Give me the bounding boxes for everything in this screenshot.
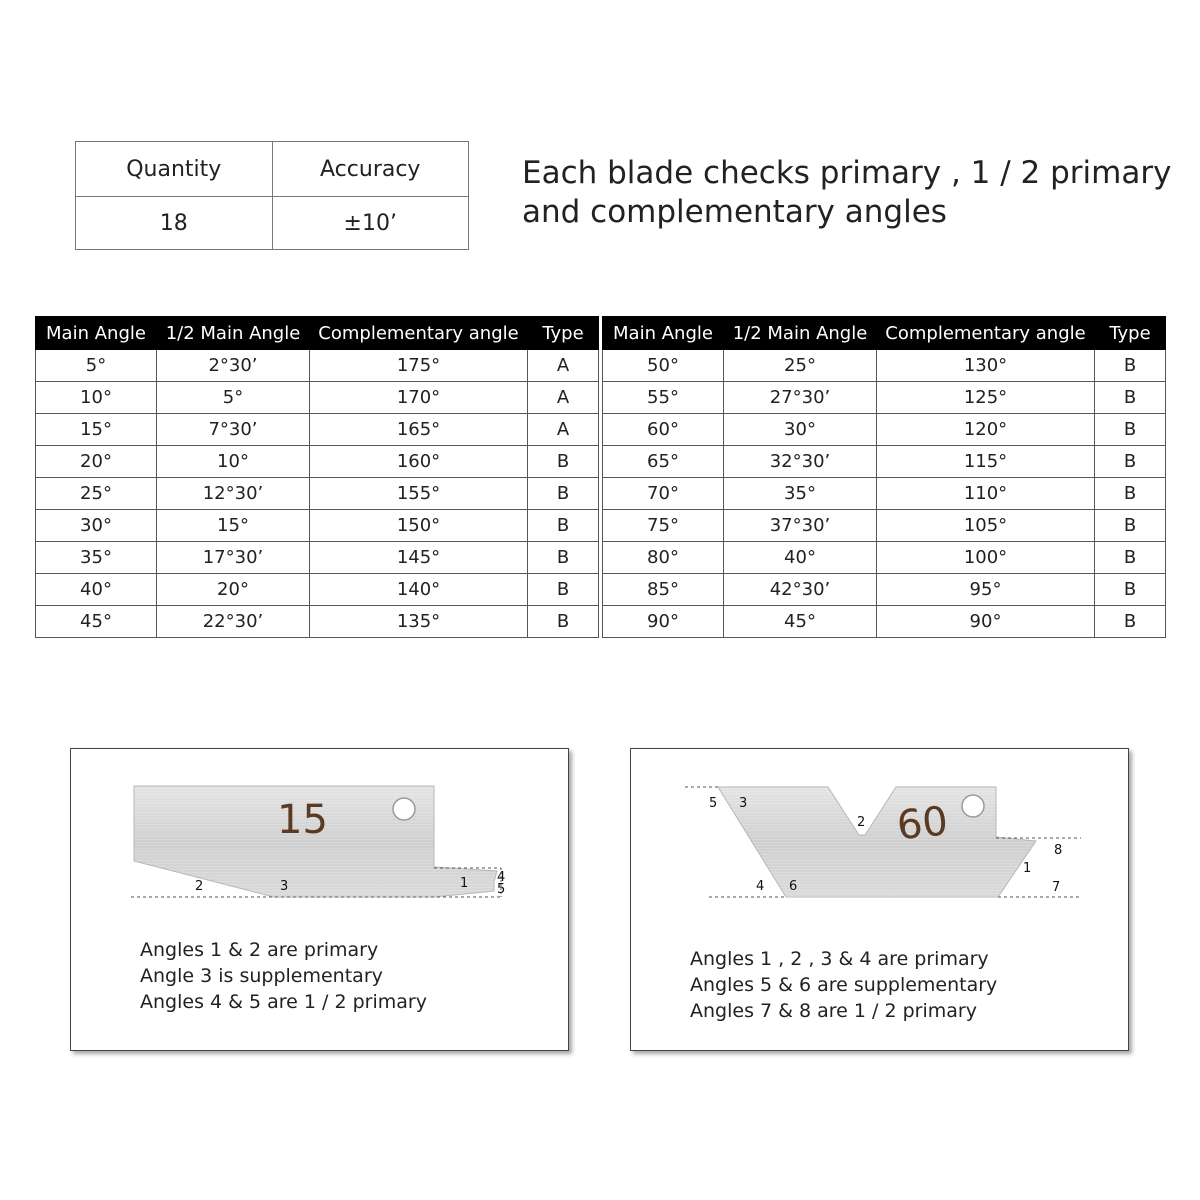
headline — [522, 154, 1172, 232]
table-cell: 7°30’ — [157, 414, 310, 446]
angle-label: 8 — [1054, 843, 1063, 858]
accuracy-header: Accuracy — [272, 142, 469, 197]
table-cell: 150° — [310, 510, 528, 542]
table-cell: 140° — [310, 574, 528, 606]
table-row — [603, 446, 1166, 478]
table-row — [603, 510, 1166, 542]
table-row — [603, 414, 1166, 446]
table-row — [36, 606, 599, 638]
table-cell: B — [528, 606, 599, 638]
table-cell: 160° — [310, 446, 528, 478]
table-cell: B — [1095, 510, 1166, 542]
table-cell: 100° — [877, 542, 1095, 574]
column-header: Complementary angle — [877, 317, 1095, 350]
table-cell: 75° — [603, 510, 724, 542]
table-row — [603, 542, 1166, 574]
table-row — [36, 478, 599, 510]
table-row — [603, 606, 1166, 638]
table-cell: 110° — [877, 478, 1095, 510]
table-cell: 135° — [310, 606, 528, 638]
table-cell: 15° — [157, 510, 310, 542]
caption-line: Angles 1 & 2 are primary — [140, 939, 379, 961]
table-cell: B — [1095, 414, 1166, 446]
table-cell: A — [528, 414, 599, 446]
table-cell: 60° — [603, 414, 724, 446]
table-cell: 42°30’ — [724, 574, 877, 606]
summary-table — [75, 141, 469, 250]
table-cell: B — [528, 510, 599, 542]
table-cell: A — [528, 350, 599, 382]
table-row — [36, 446, 599, 478]
table-cell: 40° — [36, 574, 157, 606]
table-cell: 50° — [603, 350, 724, 382]
table-cell: B — [1095, 446, 1166, 478]
table-cell: 10° — [157, 446, 310, 478]
table-cell: B — [528, 478, 599, 510]
table-cell: 145° — [310, 542, 528, 574]
caption-line: Angles 7 & 8 are 1 / 2 primary — [690, 1000, 977, 1022]
column-header: Type — [528, 317, 599, 350]
table-cell: 27°30’ — [724, 382, 877, 414]
table-cell: 65° — [603, 446, 724, 478]
caption-line: Angles 5 & 6 are supplementary — [690, 974, 998, 996]
table-cell: 30° — [36, 510, 157, 542]
column-header: Complementary angle — [310, 317, 528, 350]
angle-label: 6 — [789, 879, 798, 894]
column-header: 1/2 Main Angle — [724, 317, 877, 350]
table-cell: 115° — [877, 446, 1095, 478]
table-cell: 22°30’ — [157, 606, 310, 638]
accuracy-value: ±10’ — [272, 197, 469, 250]
column-header: Type — [1095, 317, 1166, 350]
table-cell: 10° — [36, 382, 157, 414]
table-header-row — [603, 317, 1166, 350]
blade-figure-15 — [70, 748, 569, 1051]
table-cell: 55° — [603, 382, 724, 414]
mounting-hole — [962, 795, 984, 817]
table-cell: 90° — [877, 606, 1095, 638]
table-row — [603, 350, 1166, 382]
angle-label: 1 — [1023, 861, 1032, 876]
headline-line-2: and complementary angles — [522, 194, 947, 230]
table-row — [36, 414, 599, 446]
table-header-row — [36, 317, 599, 350]
headline-line-1: Each blade checks primary , 1 / 2 primary — [522, 155, 1172, 191]
angle-table-right-body — [603, 350, 1166, 638]
table-cell: B — [528, 574, 599, 606]
angle-label: 4 — [756, 879, 765, 894]
table-row — [603, 574, 1166, 606]
table-cell: 155° — [310, 478, 528, 510]
angle-table-left — [35, 316, 599, 638]
table-cell: 70° — [603, 478, 724, 510]
figure-caption — [690, 946, 997, 1024]
table-cell: 20° — [36, 446, 157, 478]
figure-caption — [140, 937, 427, 1015]
table-cell: 165° — [310, 414, 528, 446]
blade-60-shape — [718, 787, 1036, 897]
table-row — [36, 542, 599, 574]
table-cell: A — [528, 382, 599, 414]
quantity-header: Quantity — [76, 142, 273, 197]
table-cell: 35° — [36, 542, 157, 574]
table-cell: B — [1095, 478, 1166, 510]
table-row — [603, 382, 1166, 414]
table-cell: 12°30’ — [157, 478, 310, 510]
angle-label: 3 — [739, 796, 748, 811]
angle-label: 4 — [497, 870, 506, 885]
table-cell: 170° — [310, 382, 528, 414]
table-row — [36, 350, 599, 382]
table-cell: B — [528, 542, 599, 574]
table-cell: 175° — [310, 350, 528, 382]
table-row — [36, 574, 599, 606]
table-cell: 130° — [877, 350, 1095, 382]
table-cell: 105° — [877, 510, 1095, 542]
table-cell: 17°30’ — [157, 542, 310, 574]
caption-line: Angle 3 is supplementary — [140, 965, 383, 987]
table-cell: B — [528, 446, 599, 478]
mounting-hole — [393, 798, 415, 820]
table-cell: 5° — [157, 382, 310, 414]
table-cell: 2°30’ — [157, 350, 310, 382]
table-cell: B — [1095, 382, 1166, 414]
table-cell: 15° — [36, 414, 157, 446]
table-cell: B — [1095, 542, 1166, 574]
angle-table-right — [602, 316, 1166, 638]
caption-line: Angles 1 , 2 , 3 & 4 are primary — [690, 948, 989, 970]
table-cell: 45° — [36, 606, 157, 638]
table-cell: B — [1095, 350, 1166, 382]
angle-label: 2 — [195, 879, 204, 894]
blade-engraving: 15 — [277, 797, 328, 843]
angle-label: 2 — [857, 815, 866, 830]
table-row — [36, 382, 599, 414]
table-row — [36, 510, 599, 542]
caption-line: Angles 4 & 5 are 1 / 2 primary — [140, 991, 427, 1013]
table-cell: 120° — [877, 414, 1095, 446]
table-cell: 20° — [157, 574, 310, 606]
table-cell: 85° — [603, 574, 724, 606]
table-cell: 125° — [877, 382, 1095, 414]
table-cell: 35° — [724, 478, 877, 510]
blade-engraving: 60 — [894, 798, 951, 850]
table-cell: 30° — [724, 414, 877, 446]
angle-label: 5 — [709, 796, 718, 811]
quantity-value: 18 — [76, 197, 273, 250]
table-cell: B — [1095, 606, 1166, 638]
table-cell: B — [1095, 574, 1166, 606]
table-row — [603, 478, 1166, 510]
column-header: 1/2 Main Angle — [157, 317, 310, 350]
table-cell: 80° — [603, 542, 724, 574]
angle-label: 1 — [460, 876, 469, 891]
column-header: Main Angle — [603, 317, 724, 350]
table-cell: 25° — [36, 478, 157, 510]
table-cell: 90° — [603, 606, 724, 638]
table-cell: 95° — [877, 574, 1095, 606]
column-header: Main Angle — [36, 317, 157, 350]
table-cell: 40° — [724, 542, 877, 574]
table-cell: 5° — [36, 350, 157, 382]
angle-label: 7 — [1052, 880, 1061, 895]
table-cell: 45° — [724, 606, 877, 638]
angle-table-left-body — [36, 350, 599, 638]
table-cell: 32°30’ — [724, 446, 877, 478]
table-cell: 37°30’ — [724, 510, 877, 542]
blade-figure-60 — [630, 748, 1129, 1051]
angle-label: 5 — [497, 882, 506, 897]
table-cell: 25° — [724, 350, 877, 382]
angle-label: 3 — [280, 879, 289, 894]
